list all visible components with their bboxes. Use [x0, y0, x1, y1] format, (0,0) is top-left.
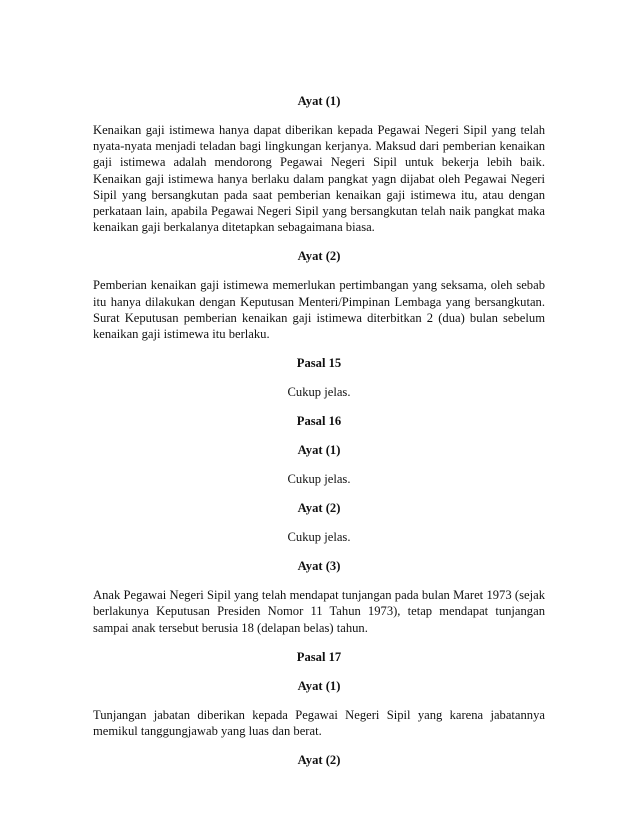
heading-ayat-2: Ayat (2) — [297, 753, 341, 768]
heading-pasal-15: Pasal 15 — [296, 356, 342, 371]
heading-ayat-2: Ayat (2) — [297, 249, 341, 264]
heading-pasal-17: Pasal 17 — [296, 649, 342, 664]
heading-ayat-2: Ayat (2) — [297, 501, 341, 516]
paragraph-anak-pegawai: Anak Pegawai Negeri Sipil yang telah mendapat tunjangan pada bulan Maret 1973 (sejak berlakunya Keputusan Presiden Nomor 11 Tahun 1973), tetap mendapat tunjangan sampai anak tersebut berusia 18 (delapan belas) tahun. — [93, 588, 545, 635]
document-page — [93, 93, 545, 768]
text-cukup-jelas: Cukup jelas. — [287, 530, 351, 545]
heading-ayat-1: Ayat (1) — [297, 443, 341, 458]
heading-ayat-1: Ayat (1) — [297, 678, 341, 693]
text-cukup-jelas: Cukup jelas. — [287, 472, 351, 487]
heading-ayat-1: Ayat (1) — [297, 94, 341, 108]
paragraph-pemberian-kenaikan: Pemberian kenaikan gaji istimewa memerlukan pertimbangan yang seksama, oleh sebab itu hanya dilakukan dengan Keputusan Menteri/Pimpinan Lembaga yang bersangkutan. Surat Keputusan pemberian kenaikan gaji istimewa diterbitkan 2 (dua) bulan sebelum kenaikan gaji istimewa itu berlaku. — [93, 278, 545, 342]
paragraph-kenaikan-gaji-istimewa: Kenaikan gaji istimewa hanya dapat diberikan kepada Pegawai Negeri Sipil yang telah nyata-nyata menjadi teladan bagi lingkungan kerjanya. Maksud dari pemberian kenaikan gaji istimewa adalah mendorong Pegawai Negeri Sipil untuk bekerja lebih baik. Kenaikan gaji istimewa hanya berlaku dalam pangkat yagn dijabat oleh Pegawai Negeri Sipil yang bersangkutan pada saat pemberian kenaikan gaji istimewa itu, atau dengan perkataan lain, apabila Pegawai Negeri Sipil yang bersangkutan telah naik pangkat maka kenaikan gaji berkalanya ditetapkan sebagaimana biasa. — [93, 123, 545, 235]
paragraph-tunjangan-jabatan: Tunjangan jabatan diberikan kepada Pegawai Negeri Sipil yang karena jabatannya memikul tanggungjawab yang luas dan berat. — [93, 707, 545, 739]
heading-ayat-3: Ayat (3) — [297, 559, 341, 574]
text-cukup-jelas: Cukup jelas. — [287, 385, 351, 400]
heading-pasal-16: Pasal 16 — [296, 414, 342, 429]
